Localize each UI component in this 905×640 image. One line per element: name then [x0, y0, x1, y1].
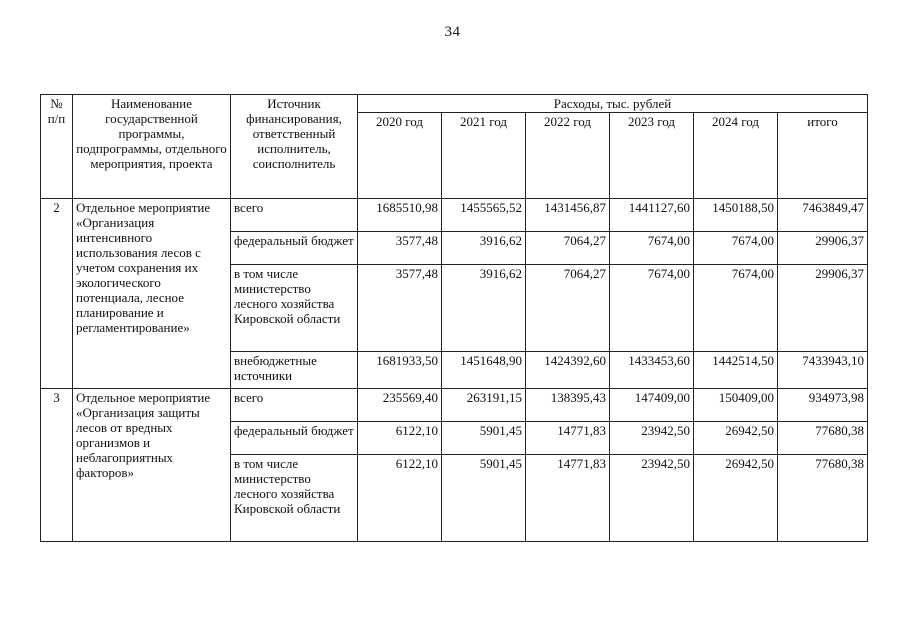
header-source: Источник финансирования, ответственный исполнитель, соисполнитель	[231, 95, 358, 199]
value-cell: 1441127,60	[610, 199, 694, 232]
value-cell: 23942,50	[610, 422, 694, 455]
header-row-1	[41, 95, 868, 113]
header-name: Наименование государственной программы, подпрограммы, отдельного мероприятия, проекта	[73, 95, 231, 199]
value-cell: 77680,38	[778, 455, 868, 542]
value-cell: 3916,62	[442, 265, 526, 352]
value-cell: 1442514,50	[694, 352, 778, 389]
value-cell: 7064,27	[526, 265, 610, 352]
value-cell: 138395,43	[526, 389, 610, 422]
value-cell: 1433453,60	[610, 352, 694, 389]
table-row	[41, 199, 868, 232]
value-cell: 263191,15	[442, 389, 526, 422]
value-cell: 1685510,98	[358, 199, 442, 232]
source-cell: в том числе министерство лесного хозяйства Кировской области	[231, 265, 358, 352]
source-cell: всего	[231, 389, 358, 422]
value-cell: 150409,00	[694, 389, 778, 422]
source-cell: федеральный бюджет	[231, 422, 358, 455]
source-cell: всего	[231, 199, 358, 232]
table-row	[41, 389, 868, 422]
header-year-2020: 2020 год	[358, 113, 442, 199]
value-cell: 3577,48	[358, 232, 442, 265]
value-cell: 7674,00	[694, 232, 778, 265]
value-cell: 934973,98	[778, 389, 868, 422]
value-cell: 7674,00	[610, 265, 694, 352]
value-cell: 14771,83	[526, 422, 610, 455]
group-name: Отдельное мероприятие «Организация интенсивного использования лесов с учетом сохранения их экологического потенциала, лесное планирование и регламентирование»	[73, 199, 231, 389]
value-cell: 147409,00	[610, 389, 694, 422]
header-year-2021: 2021 год	[442, 113, 526, 199]
header-spending: Расходы, тыс. рублей	[358, 95, 868, 113]
page-number: 34	[444, 24, 461, 40]
value-cell: 1451648,90	[442, 352, 526, 389]
value-cell: 3916,62	[442, 232, 526, 265]
value-cell: 7674,00	[610, 232, 694, 265]
value-cell: 1450188,50	[694, 199, 778, 232]
value-cell: 3577,48	[358, 265, 442, 352]
value-cell: 26942,50	[694, 422, 778, 455]
header-year-2023: 2023 год	[610, 113, 694, 199]
group-num: 2	[41, 199, 73, 389]
header-year-2024: 2024 год	[694, 113, 778, 199]
value-cell: 6122,10	[358, 422, 442, 455]
value-cell: 1431456,87	[526, 199, 610, 232]
value-cell: 29906,37	[778, 265, 868, 352]
value-cell: 7064,27	[526, 232, 610, 265]
value-cell: 26942,50	[694, 455, 778, 542]
header-total: итого	[778, 113, 868, 199]
value-cell: 14771,83	[526, 455, 610, 542]
header-num: № п/п	[41, 95, 73, 199]
value-cell: 7674,00	[694, 265, 778, 352]
value-cell: 5901,45	[442, 422, 526, 455]
value-cell: 1455565,52	[442, 199, 526, 232]
budget-table	[40, 94, 868, 542]
source-cell: в том числе министерство лесного хозяйства Кировской области	[231, 455, 358, 542]
value-cell: 5901,45	[442, 455, 526, 542]
group-name: Отдельное мероприятие «Организация защиты лесов от вредных организмов и неблагоприятных факторов»	[73, 389, 231, 542]
value-cell: 23942,50	[610, 455, 694, 542]
value-cell: 7463849,47	[778, 199, 868, 232]
source-cell: федеральный бюджет	[231, 232, 358, 265]
group-num: 3	[41, 389, 73, 542]
value-cell: 7433943,10	[778, 352, 868, 389]
source-cell: внебюджетные источники	[231, 352, 358, 389]
value-cell: 1424392,60	[526, 352, 610, 389]
value-cell: 1681933,50	[358, 352, 442, 389]
header-year-2022: 2022 год	[526, 113, 610, 199]
value-cell: 29906,37	[778, 232, 868, 265]
value-cell: 6122,10	[358, 455, 442, 542]
value-cell: 235569,40	[358, 389, 442, 422]
value-cell: 77680,38	[778, 422, 868, 455]
